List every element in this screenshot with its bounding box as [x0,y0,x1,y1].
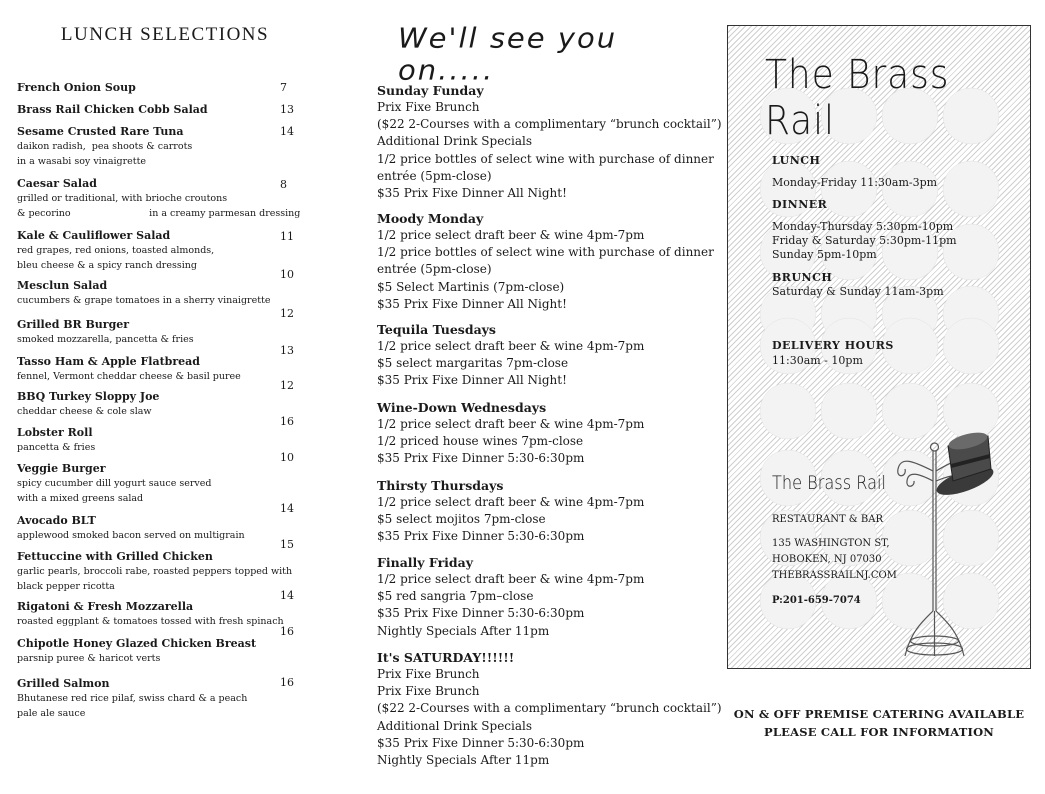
lunch-title: LUNCH SELECTIONS [60,24,270,45]
menu-item-name: BBQ Turkey Sloppy Joe [17,390,160,403]
menu-item [17,279,317,308]
special-day [377,477,697,546]
special-line: Additional Drink Specials [377,718,533,733]
special-line: $5 Select Martinis (7pm-close) [377,279,565,294]
menu-item [17,426,317,455]
menu-item-name: Tasso Ham & Apple Flatbread [17,355,200,368]
top-hat-on-coat-rack-icon [893,411,1013,661]
menu-item-name: Brass Rail Chicken Cobb Salad [17,103,208,116]
restaurant-info-panel [727,25,1031,669]
menu-item [17,125,317,169]
special-day [377,399,697,468]
phone-number: P:201-659-7074 [772,595,861,606]
menu-item-description: red grapes, red onions, toasted almonds, bleu cheese & a spicy ranch dressing [17,245,215,271]
menu-item-name: French Onion Soup [17,81,136,94]
menu-item-name: Grilled Salmon [17,677,110,690]
special-line: $35 Prix Fixe Dinner 5:30-6:30pm [377,529,585,544]
special-day-name: Wine-Down Wednesdays [377,400,547,415]
special-line: $35 Prix Fixe Dinner All Night! [377,373,567,388]
catering-line: PLEASE CALL FOR INFORMATION [763,725,994,739]
menu-item-price: 14 [280,502,294,515]
special-line: $5 select margaritas 7pm-close [377,356,569,371]
dinner-hours: Monday-Thursday 5:30pm-10pm [772,220,954,233]
menu-item [17,600,317,629]
menu-item-description: grilled or traditional, with brioche croutons & pecorino in a creamy parmesan dressing [17,193,301,219]
menu-item-name: Veggie Burger [17,462,106,475]
menu-item-name: Mesclun Salad [17,279,108,292]
menu-item-name: Lobster Roll [17,426,93,439]
menu-item-description: daikon radish, pea shoots & carrots in a wasabi soy vinaigrette [17,141,193,167]
menu-item [17,355,317,384]
menu-item-description: roasted eggplant & tomatoes tossed with fresh spinach [17,616,284,627]
special-day [377,649,722,769]
menu-item-name: Fettuccine with Grilled Chicken [17,550,213,563]
special-line: entrée (5pm-close) [377,168,492,183]
special-line: 1/2 price bottles of select wine with purchase of dinner [377,245,714,260]
special-line: 1/2 price select draft beer & wine 4pm-7pm [377,495,645,509]
delivery-hours-heading: DELIVERY HOURS [772,339,894,352]
dinner-hours: Friday & Saturday 5:30pm-11pm [772,234,957,247]
dinner-hours-heading: DINNER [772,198,828,211]
address-line: HOBOKEN, NJ 07030 [772,554,882,565]
menu-item [17,177,317,221]
special-day-name: Moody Monday [377,211,484,226]
special-line: 1/2 price bottles of select wine with purchase of dinner [377,151,714,166]
special-line: Additional Drink Specials [377,134,533,149]
menu-item-price: 12 [280,379,294,392]
menu-item [17,677,317,721]
brand-logo-text: The Brass Rail [765,52,950,144]
lunch-hours: Monday-Friday 11:30am-3pm [772,176,938,189]
menu-item-description: fennel, Vermont cheddar cheese & basil puree [17,371,241,382]
menu-item-price: 12 [280,307,294,320]
menu-item-price: 8 [280,178,287,191]
menu-item-description: Bhutanese red rice pilaf, swiss chard & a peach pale ale sauce [17,693,248,719]
catering-notice [727,705,1031,741]
restaurant-tagline: RESTAURANT & BAR [772,514,883,525]
special-day [377,321,697,390]
menu-item [17,390,317,419]
menu-item-price: 16 [280,415,294,428]
special-line: 1/2 price select draft beer & wine 4pm-7pm [377,572,645,586]
delivery-hours: 11:30am - 10pm [772,354,863,367]
lunch-selections-column [0,0,330,794]
brand-logo-text-small: The Brass Rail [772,472,886,494]
special-line: Prix Fixe Brunch [377,100,480,114]
daily-specials-column [360,0,722,794]
menu-item-description: spicy cucumber dill yogurt sauce served with a mixed greens salad [17,478,212,504]
menu-item-description: cucumbers & grape tomatoes in a sherry vinaigrette [17,295,271,306]
lunch-hours-heading: LUNCH [772,154,821,167]
address-line: 135 WASHINGTON ST, [772,538,890,549]
menu-item-description: pancetta & fries [17,442,96,453]
menu-item-price: 14 [280,125,294,138]
special-line: ($22 2-Courses with a complimentary “brunch cocktail”) [377,701,722,716]
menu-item-price: 13 [280,103,294,116]
brunch-hours: Saturday & Sunday 11am-3pm [772,285,944,298]
menu-item [17,318,317,347]
menu-item-price: 13 [280,344,294,357]
menu-item-price: 16 [280,625,294,638]
menu-item-name: Avocado BLT [17,514,96,527]
menu-item [17,550,317,594]
special-day [377,554,697,640]
menu-item-price: 7 [280,81,287,94]
special-line: Prix Fixe Brunch [377,667,480,681]
menu-item-description: smoked mozzarella, pancetta & fries [17,334,194,345]
catering-line: ON & OFF PREMISE CATERING AVAILABLE [733,707,1025,721]
menu-item [17,103,317,117]
special-line: Nightly Specials After 11pm [377,753,550,768]
special-line: ($22 2-Courses with a complimentary “brunch cocktail”) [377,117,722,132]
special-line: $35 Prix Fixe Dinner All Night! [377,186,567,201]
menu-item-price: 15 [280,538,294,551]
special-day-name: Sunday Funday [377,83,484,98]
special-line: $5 select mojitos 7pm-close [377,512,546,527]
special-line: entrée (5pm-close) [377,262,492,277]
special-line: Prix Fixe Brunch [377,684,480,699]
special-day [377,82,722,202]
menu-item-name: Sesame Crusted Rare Tuna [17,125,184,138]
menu-item-description: cheddar cheese & cole slaw [17,406,152,417]
menu-item-name: Chipotle Honey Glazed Chicken Breast [17,637,257,650]
brunch-hours-heading: BRUNCH [772,271,833,284]
special-day-name: Tequila Tuesdays [377,322,496,337]
special-line: $5 red sangria 7pm–close [377,589,534,604]
special-day [377,210,714,313]
menu-item [17,229,317,273]
special-line: 1/2 price select draft beer & wine 4pm-7pm [377,339,645,353]
menu-item [17,637,317,666]
special-line: $35 Prix Fixe Dinner 5:30-6:30pm [377,451,585,466]
special-day-name: Finally Friday [377,555,474,570]
menu-item-description: applewood smoked bacon served on multigrain [17,530,245,541]
special-line: $35 Prix Fixe Dinner 5:30-6:30pm [377,735,585,750]
special-line: $35 Prix Fixe Dinner 5:30-6:30pm [377,606,585,621]
special-day-name: Thirsty Thursdays [377,478,504,493]
website-url: THEBRASSRAILNJ.COM [772,570,897,581]
menu-item-price: 14 [280,589,294,602]
menu-item-price: 16 [280,676,294,689]
specials-title: We'll see you on..... [398,21,618,87]
menu-item-price: 10 [280,268,294,281]
menu-item-price: 10 [280,451,294,464]
special-line: 1/2 priced house wines 7pm-close [377,434,584,449]
menu-item-name: Rigatoni & Fresh Mozzarella [17,600,194,613]
special-line: $35 Prix Fixe Dinner All Night! [377,296,567,311]
menu-item [17,514,317,543]
menu-item [17,462,317,506]
menu-item-name: Kale & Cauliflower Salad [17,229,171,242]
special-line: 1/2 price select draft beer & wine 4pm-7pm [377,228,645,242]
special-line: Nightly Specials After 11pm [377,623,550,638]
special-day-name: It's SATURDAY!!!!!! [377,650,515,665]
menu-item-description: garlic pearls, broccoli rabe, roasted peppers topped with black pepper ricotta [17,566,293,592]
special-line: 1/2 price select draft beer & wine 4pm-7pm [377,417,645,431]
menu-item-price: 11 [280,230,294,243]
menu-item [17,81,317,95]
menu-item-name: Grilled BR Burger [17,318,130,331]
dinner-hours: Sunday 5pm-10pm [772,248,877,261]
menu-item-name: Caesar Salad [17,177,97,190]
menu-item-description: parsnip puree & haricot verts [17,653,161,664]
